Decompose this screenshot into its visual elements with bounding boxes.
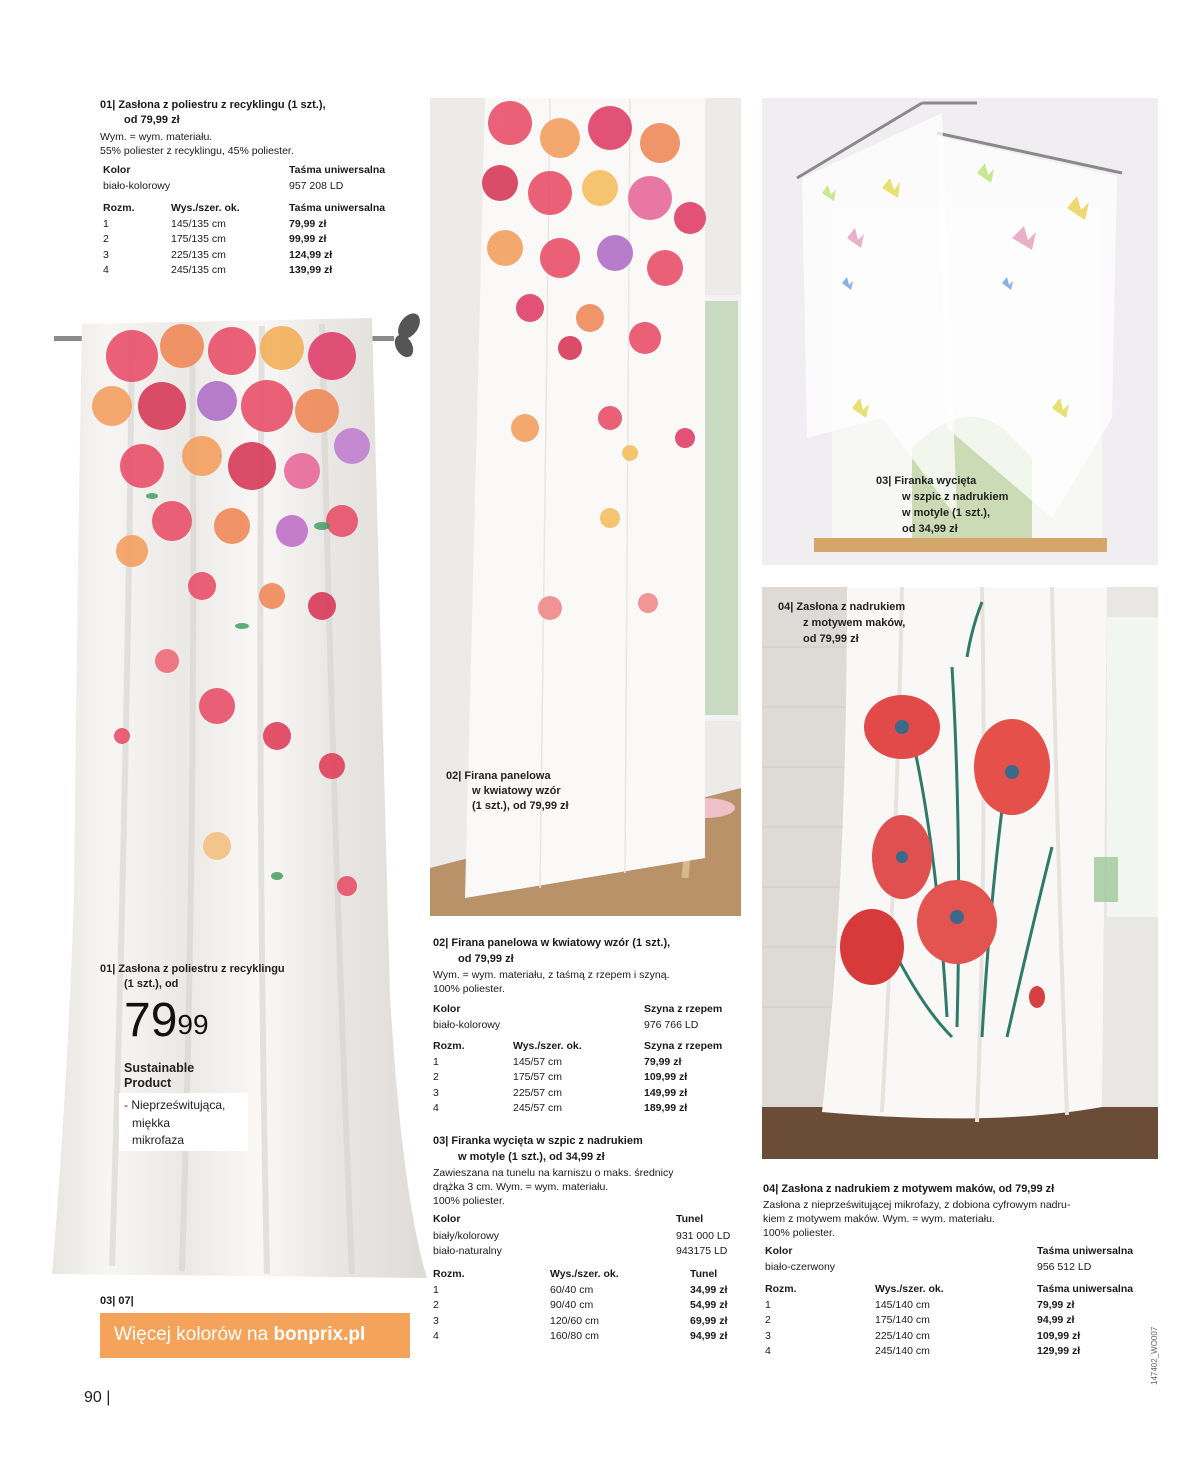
p04-photo-label-2: z motywem maków, xyxy=(803,617,906,629)
p01-color-header: Kolor xyxy=(103,164,131,176)
price-cell: 54,99 zł xyxy=(690,1299,728,1311)
table-header-row xyxy=(433,1267,750,1283)
p04-size-table xyxy=(765,1282,1157,1360)
size-cell: 2 xyxy=(765,1314,771,1326)
col-price: Tunel xyxy=(690,1268,718,1280)
p03-photo-label-4: od 34,99 zł xyxy=(902,523,958,535)
size-cell: 1 xyxy=(103,217,109,230)
dims-cell: 245/57 cm xyxy=(513,1102,563,1114)
p03-sku-1: 931 000 LD xyxy=(676,1230,731,1242)
p04-photo-label-1: 04| Zasłona z nadrukiem xyxy=(778,601,906,613)
p01-badge-title-2: (1 szt.), od xyxy=(124,978,179,990)
feature-line-1: - Nieprześwitująca, xyxy=(124,1098,226,1112)
col-size: Rozm. xyxy=(103,202,135,214)
dims-cell: 245/135 cm xyxy=(171,264,226,276)
dims-cell: 145/135 cm xyxy=(171,217,226,230)
p01-size-table xyxy=(103,201,419,279)
p01-desc-1: Wym. = wym. materiału. xyxy=(100,131,213,143)
dims-cell: 225/140 cm xyxy=(875,1329,930,1342)
table-row xyxy=(433,1283,750,1299)
p02-price-from: od 79,99 zł xyxy=(458,953,514,965)
dims-cell: 175/140 cm xyxy=(875,1314,930,1326)
dims-cell: 245/140 cm xyxy=(875,1345,930,1357)
dims-cell: 60/40 cm xyxy=(550,1283,594,1296)
size-cell: 3 xyxy=(433,1314,439,1327)
p03-color-header: Kolor xyxy=(433,1213,461,1225)
price-cell: 189,99 zł xyxy=(644,1102,688,1114)
p04-desc-3: 100% poliester. xyxy=(763,1227,835,1239)
p02-desc-1: Wym. = wym. materiału, z taśmą z rzepem i szyną. xyxy=(433,969,670,981)
col-dims: Wys./szer. ok. xyxy=(513,1040,582,1052)
col-dims: Wys./szer. ok. xyxy=(875,1283,944,1295)
dims-cell: 90/40 cm xyxy=(550,1299,594,1311)
table-row xyxy=(433,1070,744,1086)
p02-color-header: Kolor xyxy=(433,1003,461,1015)
table-row xyxy=(433,1329,750,1345)
price-cell: 94,99 zł xyxy=(1037,1314,1075,1326)
feature-line-2: miękka xyxy=(132,1115,171,1130)
table-row xyxy=(433,1055,744,1071)
size-cell: 4 xyxy=(433,1102,439,1114)
col-size: Rozm. xyxy=(433,1268,465,1280)
col-price: Taśma uniwersalna xyxy=(1037,1283,1134,1295)
feature-box xyxy=(119,1093,248,1151)
col-size: Rozm. xyxy=(433,1040,465,1052)
price-cell: 124,99 zł xyxy=(289,248,333,261)
table-row xyxy=(433,1298,750,1314)
p04-image xyxy=(762,587,1158,1159)
p04-photo-label-3: od 79,99 zł xyxy=(803,633,859,645)
p02-title: 02| Firana panelowa w kwiatowy wzór (1 szt.), xyxy=(433,937,671,949)
size-cell: 3 xyxy=(765,1329,771,1342)
p01-price-from: od 79,99 zł xyxy=(124,114,180,126)
size-cell: 3 xyxy=(433,1086,439,1099)
price-cell: 69,99 zł xyxy=(690,1314,728,1327)
price-integer: 79 xyxy=(124,994,178,1047)
size-cell: 2 xyxy=(103,233,109,245)
p04-color-value: biało-czerwony xyxy=(765,1261,836,1273)
p02-photo-label-3: (1 szt.), od 79,99 zł xyxy=(472,800,569,812)
dims-cell: 160/80 cm xyxy=(550,1330,600,1342)
table-row xyxy=(103,263,419,279)
table-row xyxy=(433,1314,750,1330)
price-cell: 109,99 zł xyxy=(1037,1329,1081,1342)
price-cell: 109,99 zł xyxy=(644,1071,688,1083)
p01-title: 01| Zasłona z poliestru z recyklingu (1 szt.), xyxy=(100,99,326,111)
p03-sku-2: 943175 LD xyxy=(676,1245,728,1257)
p02-sku-value: 976 766 LD xyxy=(644,1019,699,1031)
page-number: 90 | xyxy=(84,1389,111,1406)
p04-sku-header: Taśma uniwersalna xyxy=(1037,1245,1134,1257)
table-row xyxy=(103,217,419,233)
p01-color-value: biało-kolorowy xyxy=(103,180,171,192)
col-size: Rozm. xyxy=(765,1283,797,1295)
size-cell: 1 xyxy=(765,1298,771,1311)
size-cell: 1 xyxy=(433,1283,439,1296)
p04-desc-1: Zasłona z nieprześwitującej mikrofazy, z dobiona cyfrowym nadru- xyxy=(763,1199,1071,1211)
p01-badge-title-1: 01| Zasłona z poliestru z recyklingu xyxy=(100,963,285,975)
sustainable-line-1: Sustainable xyxy=(124,1061,195,1075)
bonprix-link[interactable]: bonprix.pl xyxy=(273,1324,366,1345)
table-header-row xyxy=(765,1282,1157,1298)
p01-desc-2: 55% poliester z recyklingu, 45% poliester. xyxy=(100,145,294,157)
col-dims: Wys./szer. ok. xyxy=(171,202,240,214)
p04-sku-value: 956 512 LD xyxy=(1037,1261,1092,1273)
size-cell: 4 xyxy=(765,1345,771,1357)
table-row xyxy=(765,1298,1157,1314)
table-row xyxy=(765,1313,1157,1329)
table-row xyxy=(433,1086,744,1102)
p03-desc-2: drążka 3 cm. Wym. = wym. materiału. xyxy=(433,1181,609,1193)
p01-sku-header: Taśma uniwersalna xyxy=(289,164,386,176)
table-row xyxy=(433,1101,744,1117)
p03-desc-3: 100% poliester. xyxy=(433,1195,505,1207)
p03-title: 03| Firanka wycięta w szpic z nadrukiem xyxy=(433,1135,643,1147)
poppy-curtain-illustration xyxy=(762,587,1158,1159)
p02-photo-label-1: 02| Firana panelowa xyxy=(446,770,551,782)
more-colors-banner[interactable] xyxy=(100,1313,410,1358)
p01-sku-value: 957 208 LD xyxy=(289,180,344,192)
side-code: 147402_WO007 xyxy=(1150,1326,1159,1385)
footer-refs: 03| 07| xyxy=(100,1295,134,1307)
size-cell: 4 xyxy=(103,264,109,276)
price-cell: 129,99 zł xyxy=(1037,1345,1081,1357)
table-header-row xyxy=(433,1039,744,1055)
size-cell: 2 xyxy=(433,1299,439,1311)
dims-cell: 145/57 cm xyxy=(513,1055,563,1068)
p01-badge-price xyxy=(124,996,209,1046)
table-header-row xyxy=(103,201,419,217)
p03-color-2: biało-naturalny xyxy=(433,1245,502,1257)
p04-title: 04| Zasłona z nadrukiem z motywem maków, od 79,99 zł xyxy=(763,1183,1055,1195)
p03-sku-header: Tunel xyxy=(676,1213,704,1225)
table-row xyxy=(765,1329,1157,1345)
p03-color-1: biały/kolorowy xyxy=(433,1230,499,1242)
size-cell: 4 xyxy=(433,1330,439,1342)
p03-size-table xyxy=(433,1267,750,1345)
size-cell: 3 xyxy=(103,248,109,261)
sustainable-label xyxy=(124,1061,194,1091)
price-decimal: 99 xyxy=(177,1009,209,1040)
dims-cell: 120/60 cm xyxy=(550,1314,600,1327)
sustainable-line-2: Product xyxy=(124,1076,172,1090)
size-cell: 2 xyxy=(433,1071,439,1083)
col-dims: Wys./szer. ok. xyxy=(550,1268,619,1280)
p02-sku-header: Szyna z rzepem xyxy=(644,1003,723,1015)
more-colors-text: Więcej kolorów na xyxy=(114,1324,274,1345)
p02-size-table xyxy=(433,1039,744,1117)
price-cell: 99,99 zł xyxy=(289,233,327,245)
dims-cell: 225/135 cm xyxy=(171,248,226,261)
p03-photo-label-1: 03| Firanka wycięta xyxy=(876,475,977,487)
price-cell: 79,99 zł xyxy=(1037,1298,1075,1311)
col-price: Szyna z rzepem xyxy=(644,1040,723,1052)
dims-cell: 145/140 cm xyxy=(875,1298,930,1311)
p03-photo-label-3: w motyle (1 szt.), xyxy=(902,507,991,519)
price-cell: 79,99 zł xyxy=(644,1055,682,1068)
size-cell: 1 xyxy=(433,1055,439,1068)
p02-color-value: biało-kolorowy xyxy=(433,1019,501,1031)
dims-cell: 225/57 cm xyxy=(513,1086,563,1099)
p04-desc-2: kiem z motywem maków. Wym. = wym. materiału. xyxy=(763,1213,995,1225)
table-row xyxy=(765,1344,1157,1360)
price-cell: 79,99 zł xyxy=(289,217,327,230)
p04-color-header: Kolor xyxy=(765,1245,793,1257)
table-row xyxy=(103,232,419,248)
dims-cell: 175/57 cm xyxy=(513,1071,563,1083)
table-row xyxy=(103,248,419,264)
p02-photo-label-2: w kwiatowy wzór xyxy=(472,785,561,797)
col-price: Taśma uniwersalna xyxy=(289,202,386,214)
p03-photo-label-2: w szpic z nadrukiem xyxy=(902,491,1009,503)
price-cell: 149,99 zł xyxy=(644,1086,688,1099)
feature-line-3: mikrofaza xyxy=(132,1133,185,1147)
price-cell: 94,99 zł xyxy=(690,1330,728,1342)
dims-cell: 175/135 cm xyxy=(171,233,226,245)
p03-desc-1: Zawieszana na tunelu na karniszu o maks. średnicy xyxy=(433,1167,674,1179)
p02-desc-2: 100% poliester. xyxy=(433,983,505,995)
price-cell: 34,99 zł xyxy=(690,1283,728,1296)
price-cell: 139,99 zł xyxy=(289,264,333,276)
p03-title-2: w motyle (1 szt.), od 34,99 zł xyxy=(458,1151,605,1163)
